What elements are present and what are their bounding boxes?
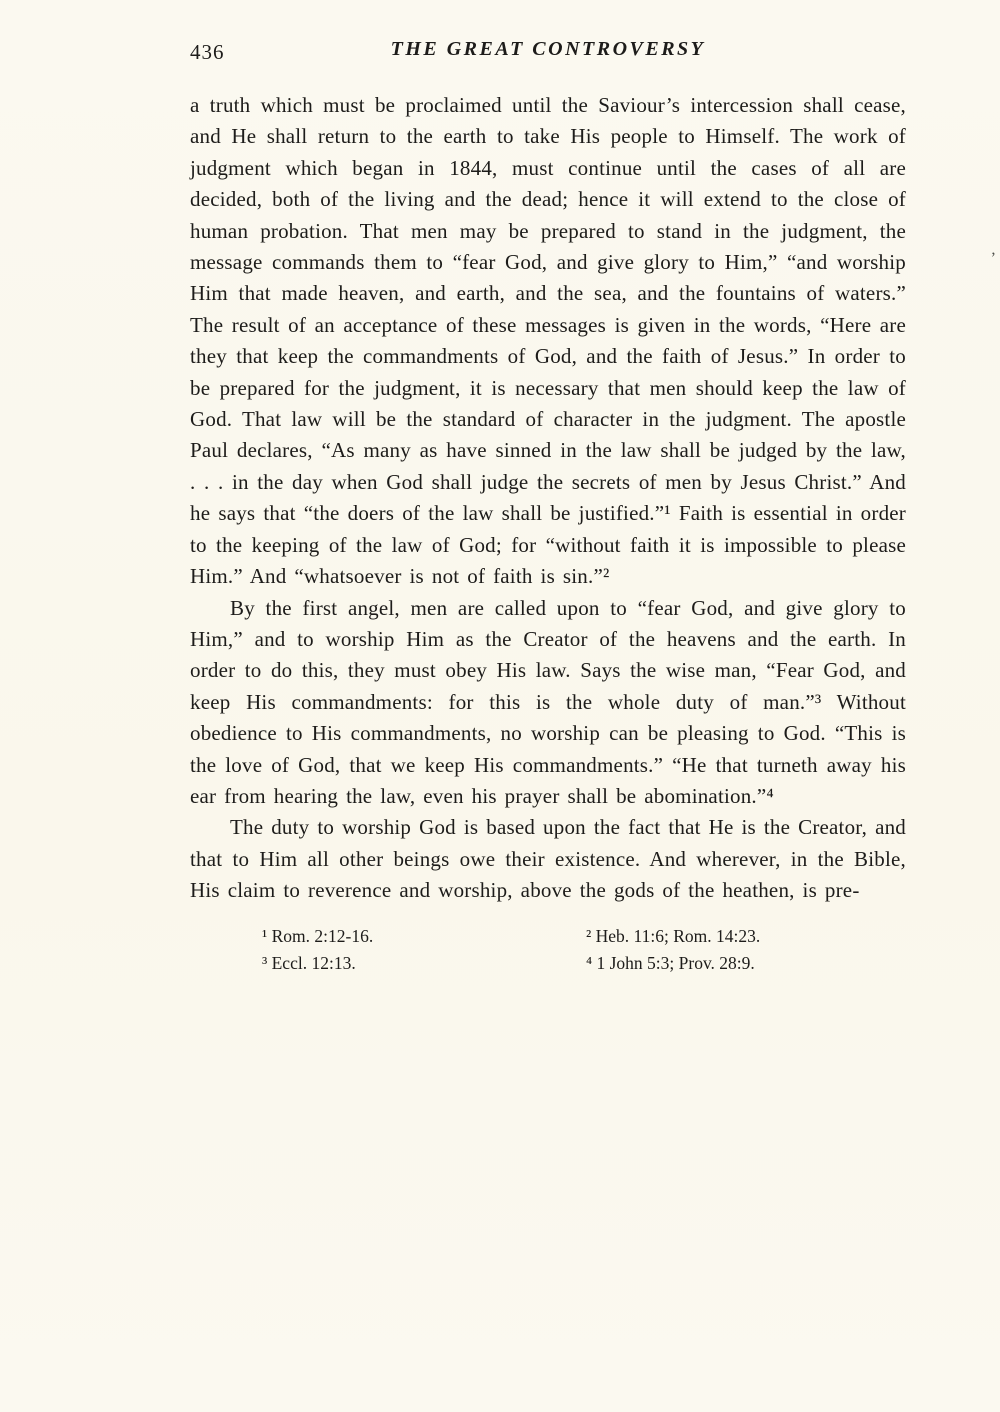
scan-artifact-mark: ’: [990, 250, 996, 267]
footnote-3: ³ Eccl. 12:13.: [262, 952, 356, 973]
body-text: [190, 90, 906, 907]
footnote-2: ² Heb. 11:6; Rom. 14:23.: [586, 925, 761, 946]
footnote-column-right: [586, 923, 760, 977]
footnote-1: ¹ Rom. 2:12-16.: [262, 925, 374, 946]
footnote-column-left: [262, 923, 373, 977]
page-number: 436: [190, 40, 225, 64]
paragraph-3: The duty to worship God is based upon the fact that He is the Creator, and that to Him all other beings owe their existence. And wherever, in the Bible, His claim to reverence and worship, above the gods of the heathen, is pre-: [190, 815, 906, 903]
running-title: THE GREAT CONTROVERSY: [390, 38, 706, 60]
footnotes: [190, 923, 906, 983]
paragraph-1: a truth which must be proclaimed until the Saviour’s intercession shall cease, and He shall return to the earth to take His people to Himself. The work of judgment which began in 1844, must continue until the cases of all are decided, both of the living and the dead; hence it will extend to the close of human probation. That men may be prepared to stand in the judgment, the message commands them to “fear God, and give glory to Him,” “and worship Him that made heaven, and earth, and the sea, and the fountains of waters.” The result of an acceptance of these messages is given in the words, “Here are they that keep the commandments of God, and the faith of Jesus.” In order to be prepared for the judgment, it is necessary that men should keep the law of God. That law will be the standard of character in the judgment. The apostle Paul declares, “As many as have sinned in the law shall be judged by the law, . . . in the day when God shall judge the secrets of men by Jesus Christ.” And he says that “the doers of the law shall be justified.”¹ Faith is essential in order to the keeping of the law of God; for “without faith it is impossible to please Him.” And “whatsoever is not of faith is sin.”²: [190, 93, 906, 589]
paragraph-2: By the first angel, men are called upon to “fear God, and give glory to Him,” and to worship Him as the Creator of the heavens and the earth. In order to do this, they must obey His law. Says the wise man, “Fear God, and keep His commandments: for this is the whole duty of man.”³ Without obedience to His commandments, no worship can be pleasing to God. “This is the love of God, that we keep His commandments.” “He that turneth away his ear from hearing the law, even his prayer shall be abomination.”⁴: [190, 595, 906, 808]
running-head: [190, 36, 906, 70]
text-block: [190, 36, 906, 983]
footnote-4: ⁴ 1 John 5:3; Prov. 28:9.: [586, 952, 755, 973]
